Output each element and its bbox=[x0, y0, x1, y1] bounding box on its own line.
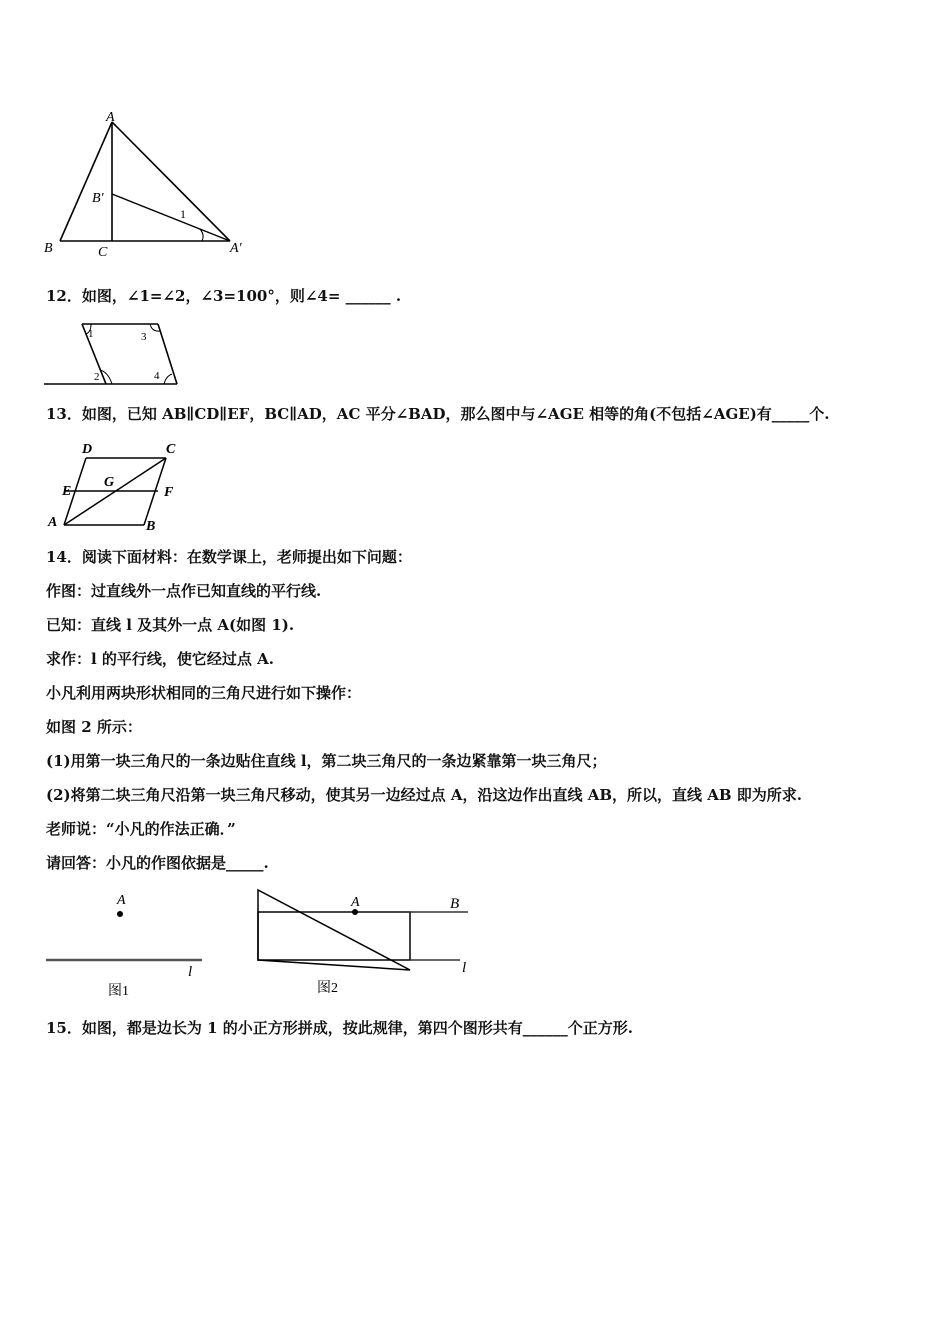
figure-triangle-folding bbox=[40, 108, 260, 263]
fig2-point-A: A bbox=[351, 895, 360, 910]
q14-line-9: 老师说：“小凡的作法正确．” bbox=[46, 820, 236, 838]
label-B: B bbox=[44, 241, 53, 256]
angle-2-label: 2 bbox=[94, 371, 100, 383]
angle-4-label: 4 bbox=[154, 370, 160, 382]
q14-line-8: (2)将第二块三角尺沿第一块三角尺移动，使其另一边经过点 A，沿这边作出直线 AB，所以，直线 AB 即为所求. bbox=[46, 786, 803, 804]
q14-line-7: (1)用第一块三角尺的一条边贴住直线 l，第二块三角尺的一条边紧靠第一块三角尺； bbox=[46, 752, 607, 770]
label-A-prime: A′ bbox=[230, 241, 242, 256]
q14-figures bbox=[40, 884, 480, 1004]
label-A: A bbox=[106, 110, 115, 125]
q14-line-2: 作图：过直线外一点作已知直线的平行线. bbox=[46, 582, 322, 600]
fig2-line-l: l bbox=[462, 960, 467, 976]
label-C: C bbox=[166, 442, 176, 457]
q14-line-10: 请回答：小凡的作图依据是_____. bbox=[46, 854, 269, 872]
q12-figure-parallelogram bbox=[44, 318, 189, 390]
label-B: B bbox=[146, 519, 156, 534]
fig2-caption: 图2 bbox=[317, 981, 338, 996]
q14-line-5: 小凡利用两块形状相同的三角尺进行如下操作： bbox=[46, 684, 362, 702]
label-E: E bbox=[62, 484, 72, 499]
q14-line-6: 如图 2 所示： bbox=[46, 718, 142, 736]
fig1-line-l: l bbox=[188, 964, 193, 980]
angle-3-label: 3 bbox=[141, 331, 147, 343]
q14-line-3: 已知：直线 l 及其外一点 A(如图 1). bbox=[46, 616, 295, 634]
q13-figure bbox=[44, 438, 189, 534]
q12-text: 12．如图，∠1=∠2，∠3=100°，则∠4= ______ . bbox=[46, 287, 402, 305]
angle-1-label: 1 bbox=[88, 328, 94, 340]
fig1-caption: 图1 bbox=[108, 984, 129, 999]
label-C: C bbox=[98, 245, 108, 260]
label-angle-1: 1 bbox=[180, 207, 186, 221]
q14-line-4: 求作：l 的平行线，使它经过点 A. bbox=[46, 650, 275, 668]
q13-text: 13．如图，已知 AB∥CD∥EF，BC∥AD，AC 平分∠BAD，那么图中与∠AGE 相等的角(不包括∠AGE)有_____个. bbox=[46, 405, 830, 423]
q15-text: 15．如图，都是边长为 1 的小正方形拼成，按此规律，第四个图形共有______个正方形. bbox=[46, 1019, 633, 1037]
label-B-prime: B′ bbox=[92, 191, 104, 206]
fig2-label-B: B bbox=[450, 896, 460, 912]
label-D: D bbox=[82, 442, 93, 457]
q14-line-1: 14．阅读下面材料：在数学课上，老师提出如下问题： bbox=[46, 548, 412, 566]
label-G: G bbox=[104, 475, 115, 490]
label-A: A bbox=[48, 515, 58, 530]
fig1-point-A: A bbox=[117, 893, 126, 908]
label-F: F bbox=[164, 485, 174, 500]
